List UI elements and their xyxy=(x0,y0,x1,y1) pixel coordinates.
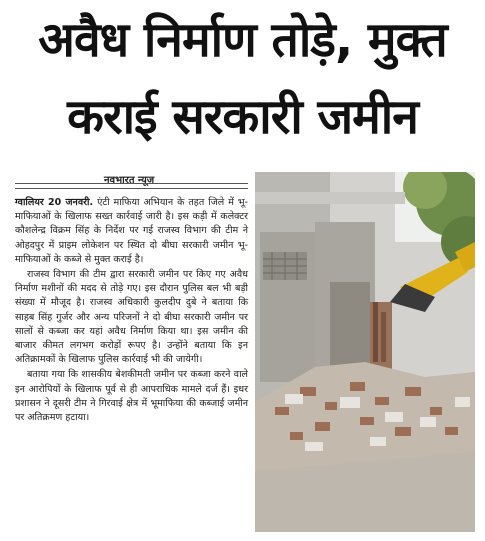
headline-line-2: कराई सरकारी जमीन xyxy=(67,89,418,145)
column-rule-top xyxy=(15,183,248,184)
byline: नवभारत न्यूज xyxy=(104,175,155,186)
demolition-photo xyxy=(255,172,475,532)
article-paragraph-1-text: एंटी माफिया अभियान के तहत जिले में भू-माफियाओं के खिलाफ सख्त कार्रवाई जारी है। इस कड़ी में कलेक्टर कौशलेन्द्र विक्रम सिंह के निर्देश पर गई राजस्व विभाग की टीम ने ओहदपुर में प्राइम लोकेशन पर स्थित दो बीघा सरकारी जमीन भू-माफियाओं के कब्जे से मुक्त कराई है। xyxy=(15,197,248,265)
headline-line-1: अवैध निर्माण तोड़े, मुक्त xyxy=(38,12,447,68)
article-body xyxy=(15,196,248,426)
article-paragraph-2: राजस्व विभाग की टीम द्वारा सरकारी जमीन पर किए गए अवैध निर्माण मशीनों की मदद से तोड़े गए। इस दौरान पुलिस बल भी बड़ी संख्या में मौजूद है। राजस्व अधिकारी कुलदीप दुबे ने बताया कि साहब सिंह गुर्जर और अन्य परिजनों ने दो बीघा सरकारी जमीन पर सालों से कब्जा कर यहां अवैध निर्माण किया था। इस जमीन की बाजार कीमत लगभग करोड़ों रूपए है। उन्होंने बताया कि इन अतिक्रामकों के खिलाफ पुलिस कार्रवाई भी की जायेगी। xyxy=(15,269,248,366)
article-paragraph-1 xyxy=(15,196,248,267)
column-rule-bottom xyxy=(15,188,248,189)
dateline: ग्वालियर 20 जनवरी. xyxy=(15,197,94,208)
article-paragraph-3: बताया गया कि शासकीय बेशकीमती जमीन पर कब्जा करने वाले इन आरोपियों के खिलाफ पूर्व से ही आपराधिक मामले दर्ज हैं। इधर प्रशासन ने दूसरी टीम ने गिरवाई क्षेत्र में भूमाफिया की कब्जाई जमीन पर अतिक्रमण हटाया। xyxy=(15,369,248,424)
